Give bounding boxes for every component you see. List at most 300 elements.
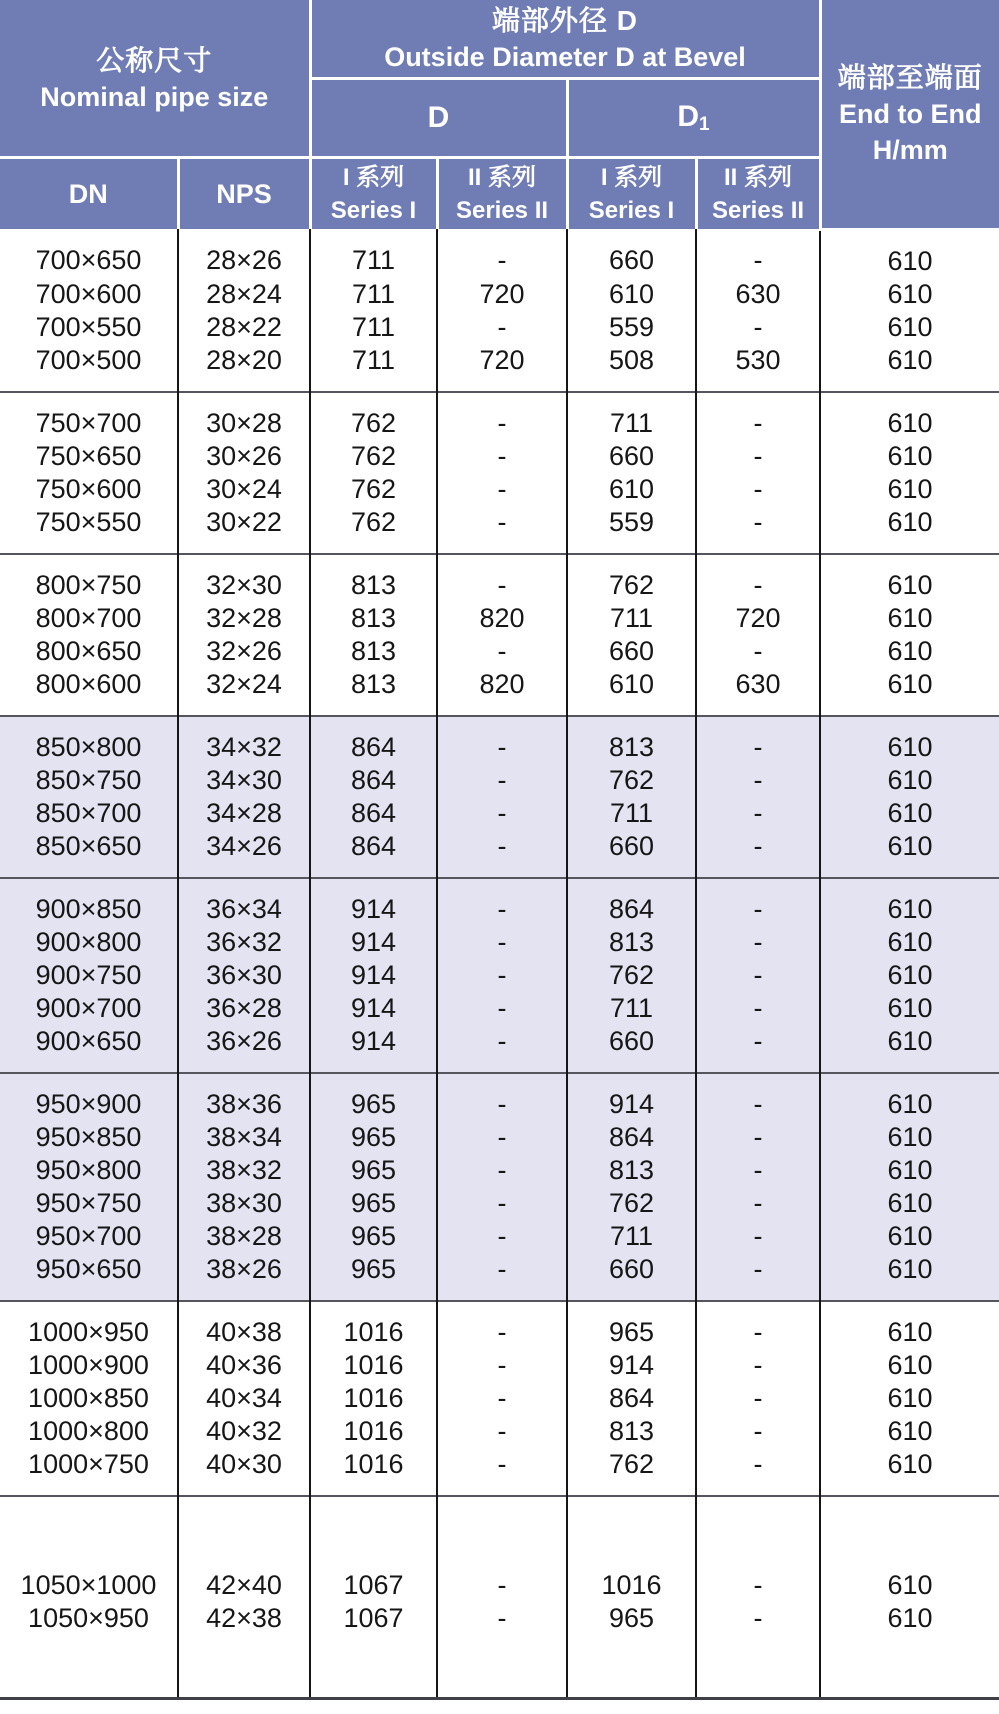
series1-zh-label: I 系列 xyxy=(342,164,405,191)
header-outside-en: Outside Diameter D at Bevel xyxy=(384,42,746,72)
table-row xyxy=(0,878,999,926)
row-group-5 xyxy=(0,1073,999,1301)
table-cell: 610 xyxy=(820,1073,999,1121)
table-cell: 720 xyxy=(437,278,567,311)
table-cell: 36×32 xyxy=(178,926,310,959)
table-cell: 965 xyxy=(567,1602,696,1699)
table-cell: 559 xyxy=(567,506,696,554)
table-cell: - xyxy=(437,764,567,797)
table-cell: 750×650 xyxy=(0,440,178,473)
table-cell: - xyxy=(437,1121,567,1154)
table-cell: - xyxy=(437,1349,567,1382)
table-cell: 950×850 xyxy=(0,1121,178,1154)
table-cell: 813 xyxy=(567,926,696,959)
table-cell: 1000×950 xyxy=(0,1301,178,1349)
table-cell: 750×700 xyxy=(0,392,178,440)
table-cell: 610 xyxy=(820,1121,999,1154)
table-cell: 1000×850 xyxy=(0,1382,178,1415)
table-cell: 610 xyxy=(820,878,999,926)
table-cell: 950×650 xyxy=(0,1253,178,1301)
table-row xyxy=(0,797,999,830)
table-cell: 610 xyxy=(820,1602,999,1699)
header-d1 xyxy=(567,79,820,158)
series2-zh-label: II 系列 xyxy=(467,164,536,191)
table-cell: 720 xyxy=(437,344,567,392)
table-cell: 800×600 xyxy=(0,668,178,716)
table-cell: 28×22 xyxy=(178,311,310,344)
header-nps: NPS xyxy=(178,158,310,230)
table-cell: 900×850 xyxy=(0,878,178,926)
table-cell: - xyxy=(696,992,820,1025)
table-cell: 813 xyxy=(567,1415,696,1448)
table-cell: 34×30 xyxy=(178,764,310,797)
table-cell: - xyxy=(696,1301,820,1349)
table-cell: 1000×800 xyxy=(0,1415,178,1448)
table-cell: 610 xyxy=(820,473,999,506)
table-cell: 800×650 xyxy=(0,635,178,668)
table-row xyxy=(0,602,999,635)
table-cell: 610 xyxy=(820,278,999,311)
table-row xyxy=(0,926,999,959)
table-cell: - xyxy=(437,1301,567,1349)
table-cell: 965 xyxy=(310,1073,437,1121)
table-cell: 813 xyxy=(310,554,437,602)
table-cell: - xyxy=(437,1496,567,1602)
table-cell: 610 xyxy=(820,1301,999,1349)
table-cell: 610 xyxy=(820,1496,999,1602)
table-row xyxy=(0,1448,999,1496)
table-cell: 700×500 xyxy=(0,344,178,392)
table-cell: 965 xyxy=(310,1121,437,1154)
series2-en-label: Series II xyxy=(711,197,805,224)
table-row xyxy=(0,1415,999,1448)
table-cell: 965 xyxy=(310,1187,437,1220)
table-cell: - xyxy=(437,1253,567,1301)
table-row xyxy=(0,229,999,278)
table-cell: 700×650 xyxy=(0,229,178,278)
table-row xyxy=(0,635,999,668)
table-row xyxy=(0,1382,999,1415)
table-cell: 1067 xyxy=(310,1496,437,1602)
table-cell: 864 xyxy=(310,716,437,764)
table-cell: - xyxy=(696,1415,820,1448)
table-row xyxy=(0,716,999,764)
table-cell: 914 xyxy=(567,1349,696,1382)
table-cell: - xyxy=(437,311,567,344)
table-cell: 1067 xyxy=(310,1602,437,1699)
table-cell: 610 xyxy=(567,278,696,311)
table-cell: 700×550 xyxy=(0,311,178,344)
table-cell: - xyxy=(696,506,820,554)
header-end-unit: H/mm xyxy=(872,135,948,166)
table-cell: 1016 xyxy=(567,1496,696,1602)
table-cell: 630 xyxy=(696,668,820,716)
table-row xyxy=(0,668,999,716)
series1-zh-label: I 系列 xyxy=(600,164,663,191)
table-cell: 813 xyxy=(310,668,437,716)
table-cell: - xyxy=(437,797,567,830)
table-cell: 914 xyxy=(310,959,437,992)
table-cell: 711 xyxy=(567,1220,696,1253)
table-cell: 30×22 xyxy=(178,506,310,554)
table-cell: - xyxy=(437,1602,567,1699)
table-cell: 32×26 xyxy=(178,635,310,668)
table-cell: - xyxy=(696,1349,820,1382)
table-cell: 660 xyxy=(567,830,696,878)
table-cell: - xyxy=(696,311,820,344)
table-cell: 914 xyxy=(310,878,437,926)
header-outside-zh: 端部外径 D xyxy=(492,5,639,36)
table-cell: - xyxy=(696,1382,820,1415)
table-cell: 900×650 xyxy=(0,1025,178,1073)
table-row xyxy=(0,1025,999,1073)
table-row xyxy=(0,440,999,473)
table-cell: 864 xyxy=(567,878,696,926)
table-cell: 38×28 xyxy=(178,1220,310,1253)
table-cell: 1016 xyxy=(310,1349,437,1382)
table-cell: 610 xyxy=(820,668,999,716)
table-cell: 40×32 xyxy=(178,1415,310,1448)
table-cell: 34×28 xyxy=(178,797,310,830)
table-cell: 762 xyxy=(310,473,437,506)
table-cell: 34×26 xyxy=(178,830,310,878)
table-cell: - xyxy=(696,830,820,878)
table-cell: 660 xyxy=(567,229,696,278)
table-cell: 711 xyxy=(310,229,437,278)
table-row xyxy=(0,992,999,1025)
table-cell: 610 xyxy=(567,668,696,716)
table-cell: 38×36 xyxy=(178,1073,310,1121)
table-cell: 750×550 xyxy=(0,506,178,554)
row-group-3 xyxy=(0,716,999,878)
table-cell: 610 xyxy=(820,926,999,959)
table-cell: 32×30 xyxy=(178,554,310,602)
table-cell: 32×28 xyxy=(178,602,310,635)
table-cell: 42×38 xyxy=(178,1602,310,1699)
table-cell: 610 xyxy=(820,602,999,635)
row-group-7 xyxy=(0,1496,999,1699)
table-cell: - xyxy=(437,1154,567,1187)
table-cell: - xyxy=(696,797,820,830)
table-cell: 850×800 xyxy=(0,716,178,764)
table-cell: - xyxy=(437,554,567,602)
table-cell: 610 xyxy=(820,1154,999,1187)
table-row xyxy=(0,392,999,440)
table-cell: 40×34 xyxy=(178,1382,310,1415)
table-cell: 850×650 xyxy=(0,830,178,878)
table-row xyxy=(0,1154,999,1187)
table-cell: - xyxy=(437,959,567,992)
table-cell: 36×30 xyxy=(178,959,310,992)
table-cell: - xyxy=(696,959,820,992)
header-d1-subscript: 1 xyxy=(699,114,710,136)
table-cell: 914 xyxy=(310,1025,437,1073)
table-cell: 610 xyxy=(820,830,999,878)
table-cell: 900×700 xyxy=(0,992,178,1025)
table-cell: 610 xyxy=(820,1448,999,1496)
table-cell: - xyxy=(437,392,567,440)
table-cell: 750×600 xyxy=(0,473,178,506)
table-cell: 36×34 xyxy=(178,878,310,926)
table-cell: 42×40 xyxy=(178,1496,310,1602)
table-cell: 762 xyxy=(567,959,696,992)
table-row xyxy=(0,1301,999,1349)
table-cell: 762 xyxy=(310,440,437,473)
table-row xyxy=(0,1602,999,1699)
table-cell: 40×36 xyxy=(178,1349,310,1382)
table-cell: 864 xyxy=(310,797,437,830)
table-cell: 28×26 xyxy=(178,229,310,278)
header-d1-series-2 xyxy=(696,158,820,230)
series2-en-label: Series II xyxy=(455,197,549,224)
header-d-label: D xyxy=(427,101,450,134)
table-cell: - xyxy=(696,1220,820,1253)
table-row xyxy=(0,1073,999,1121)
table-cell: 864 xyxy=(310,830,437,878)
table-cell: 610 xyxy=(820,392,999,440)
table-cell: 508 xyxy=(567,344,696,392)
table-row xyxy=(0,1253,999,1301)
table-cell: 30×28 xyxy=(178,392,310,440)
table-cell: - xyxy=(437,473,567,506)
table-cell: 610 xyxy=(567,473,696,506)
table-cell: 850×750 xyxy=(0,764,178,797)
table-cell: 711 xyxy=(310,311,437,344)
table-cell: - xyxy=(696,1253,820,1301)
table-cell: - xyxy=(437,1415,567,1448)
header-nominal-zh: 公称尺寸 xyxy=(96,44,213,76)
table-cell: 950×750 xyxy=(0,1187,178,1220)
table-row xyxy=(0,344,999,392)
table-cell: 610 xyxy=(820,1025,999,1073)
header-outside-diameter xyxy=(310,0,820,79)
table-cell: 660 xyxy=(567,440,696,473)
table-cell: 914 xyxy=(310,992,437,1025)
table-cell: 720 xyxy=(696,602,820,635)
table-cell: - xyxy=(437,229,567,278)
header-nominal-pipe-size xyxy=(0,0,310,158)
table-row xyxy=(0,1220,999,1253)
table-cell: 610 xyxy=(820,1415,999,1448)
table-cell: 950×700 xyxy=(0,1220,178,1253)
table-cell: 610 xyxy=(820,992,999,1025)
table-cell: 40×30 xyxy=(178,1448,310,1496)
series2-zh-label: II 系列 xyxy=(724,164,793,191)
table-cell: 900×750 xyxy=(0,959,178,992)
table-cell: 820 xyxy=(437,602,567,635)
table-row xyxy=(0,1121,999,1154)
row-group-1 xyxy=(0,392,999,554)
table-cell: - xyxy=(696,635,820,668)
table-cell: 610 xyxy=(820,554,999,602)
table-row xyxy=(0,959,999,992)
table-cell: - xyxy=(437,1187,567,1220)
table-cell: 610 xyxy=(820,229,999,278)
header-d-series-2 xyxy=(437,158,567,230)
table-cell: 630 xyxy=(696,278,820,311)
table-cell: 711 xyxy=(567,602,696,635)
table-cell: 900×800 xyxy=(0,926,178,959)
table-cell: - xyxy=(696,1187,820,1220)
table-cell: 610 xyxy=(820,440,999,473)
table-cell: - xyxy=(696,764,820,797)
table-cell: - xyxy=(437,635,567,668)
table-cell: 610 xyxy=(820,1253,999,1301)
table-cell: 40×38 xyxy=(178,1301,310,1349)
table-cell: - xyxy=(437,1382,567,1415)
table-cell: 965 xyxy=(310,1220,437,1253)
row-group-0 xyxy=(0,229,999,392)
table-cell: 610 xyxy=(820,1349,999,1382)
table-cell: - xyxy=(696,1121,820,1154)
table-cell: 36×28 xyxy=(178,992,310,1025)
table-cell: 610 xyxy=(820,716,999,764)
table-cell: 864 xyxy=(310,764,437,797)
table-cell: 34×32 xyxy=(178,716,310,764)
table-cell: - xyxy=(437,830,567,878)
table-cell: 36×26 xyxy=(178,1025,310,1073)
table-cell: 30×24 xyxy=(178,473,310,506)
table-cell: 1016 xyxy=(310,1448,437,1496)
header-dn: DN xyxy=(0,158,178,230)
table-cell: - xyxy=(696,229,820,278)
table-cell: 610 xyxy=(820,1220,999,1253)
table-cell: 711 xyxy=(567,392,696,440)
table-cell: 864 xyxy=(567,1121,696,1154)
table-cell: 950×800 xyxy=(0,1154,178,1187)
header-d1-label: D xyxy=(677,99,700,133)
header-end-en: End to End xyxy=(839,99,982,130)
table-cell: 914 xyxy=(567,1073,696,1121)
table-cell: 850×700 xyxy=(0,797,178,830)
series1-en-label: Series I xyxy=(330,197,417,224)
table-cell: 711 xyxy=(310,278,437,311)
table-cell: - xyxy=(696,554,820,602)
table-cell: 38×26 xyxy=(178,1253,310,1301)
table-cell: 711 xyxy=(310,344,437,392)
table-cell: - xyxy=(437,1025,567,1073)
row-group-4 xyxy=(0,878,999,1073)
table-row xyxy=(0,830,999,878)
table-cell: 610 xyxy=(820,959,999,992)
table-cell: 1016 xyxy=(310,1301,437,1349)
table-row xyxy=(0,1187,999,1220)
table-row xyxy=(0,764,999,797)
table-cell: - xyxy=(696,392,820,440)
table-cell: 1050×1000 xyxy=(0,1496,178,1602)
table-cell: 32×24 xyxy=(178,668,310,716)
table-cell: 965 xyxy=(567,1301,696,1349)
table-cell: - xyxy=(696,1448,820,1496)
table-cell: 28×20 xyxy=(178,344,310,392)
table-cell: 813 xyxy=(567,1154,696,1187)
table-cell: 1016 xyxy=(310,1415,437,1448)
table-cell: 800×750 xyxy=(0,554,178,602)
table-cell: - xyxy=(437,926,567,959)
table-cell: 762 xyxy=(567,764,696,797)
table-cell: - xyxy=(696,1025,820,1073)
table-cell: 700×600 xyxy=(0,278,178,311)
table-header xyxy=(0,0,999,229)
table-cell: - xyxy=(437,440,567,473)
table-cell: - xyxy=(696,926,820,959)
table-row xyxy=(0,1496,999,1602)
table-cell: 1000×750 xyxy=(0,1448,178,1496)
series1-en-label: Series I xyxy=(588,197,675,224)
table-cell: 610 xyxy=(820,635,999,668)
table-cell: 762 xyxy=(567,1448,696,1496)
table-cell: 559 xyxy=(567,311,696,344)
table-cell: 660 xyxy=(567,1025,696,1073)
table-cell: 965 xyxy=(310,1253,437,1301)
row-group-6 xyxy=(0,1301,999,1496)
table-row xyxy=(0,506,999,554)
table-cell: - xyxy=(696,1073,820,1121)
header-nominal-en: Nominal pipe size xyxy=(40,81,269,112)
table-cell: 914 xyxy=(310,926,437,959)
table-row xyxy=(0,473,999,506)
table-row xyxy=(0,554,999,602)
table-cell: 38×34 xyxy=(178,1121,310,1154)
table-cell: - xyxy=(696,440,820,473)
table-cell: 610 xyxy=(820,506,999,554)
header-d1-series-1 xyxy=(567,158,696,230)
table-cell: 610 xyxy=(820,797,999,830)
table-cell: 813 xyxy=(567,716,696,764)
table-row xyxy=(0,1349,999,1382)
table-cell: 820 xyxy=(437,668,567,716)
table-cell: - xyxy=(437,506,567,554)
table-cell: 530 xyxy=(696,344,820,392)
table-cell: 38×32 xyxy=(178,1154,310,1187)
table-cell: 813 xyxy=(310,602,437,635)
table-cell: 1050×950 xyxy=(0,1602,178,1699)
table-cell: - xyxy=(437,992,567,1025)
table-cell: - xyxy=(696,1154,820,1187)
table-cell: 660 xyxy=(567,1253,696,1301)
table-cell: 762 xyxy=(310,506,437,554)
table-cell: - xyxy=(437,716,567,764)
table-cell: - xyxy=(696,1602,820,1699)
table-cell: - xyxy=(696,878,820,926)
table-cell: 864 xyxy=(567,1382,696,1415)
table-cell: 950×900 xyxy=(0,1073,178,1121)
table-cell: - xyxy=(437,878,567,926)
table-cell: - xyxy=(437,1073,567,1121)
table-cell: - xyxy=(696,1496,820,1602)
header-end-to-end xyxy=(820,0,999,229)
table-row xyxy=(0,311,999,344)
table-cell: - xyxy=(437,1220,567,1253)
table-cell: 610 xyxy=(820,1382,999,1415)
table-cell: 660 xyxy=(567,635,696,668)
table-cell: 762 xyxy=(310,392,437,440)
header-d xyxy=(310,79,567,158)
table-cell: - xyxy=(696,473,820,506)
table-cell: 711 xyxy=(567,797,696,830)
table-cell: 711 xyxy=(567,992,696,1025)
table-cell: 1000×900 xyxy=(0,1349,178,1382)
table-cell: 610 xyxy=(820,1187,999,1220)
table-cell: - xyxy=(437,1448,567,1496)
header-d-series-1 xyxy=(310,158,437,230)
header-end-zh: 端部至端面 xyxy=(837,62,983,94)
row-group-2 xyxy=(0,554,999,716)
table-cell: 610 xyxy=(820,344,999,392)
table-cell: 762 xyxy=(567,1187,696,1220)
table-cell: 762 xyxy=(567,554,696,602)
table-row xyxy=(0,278,999,311)
